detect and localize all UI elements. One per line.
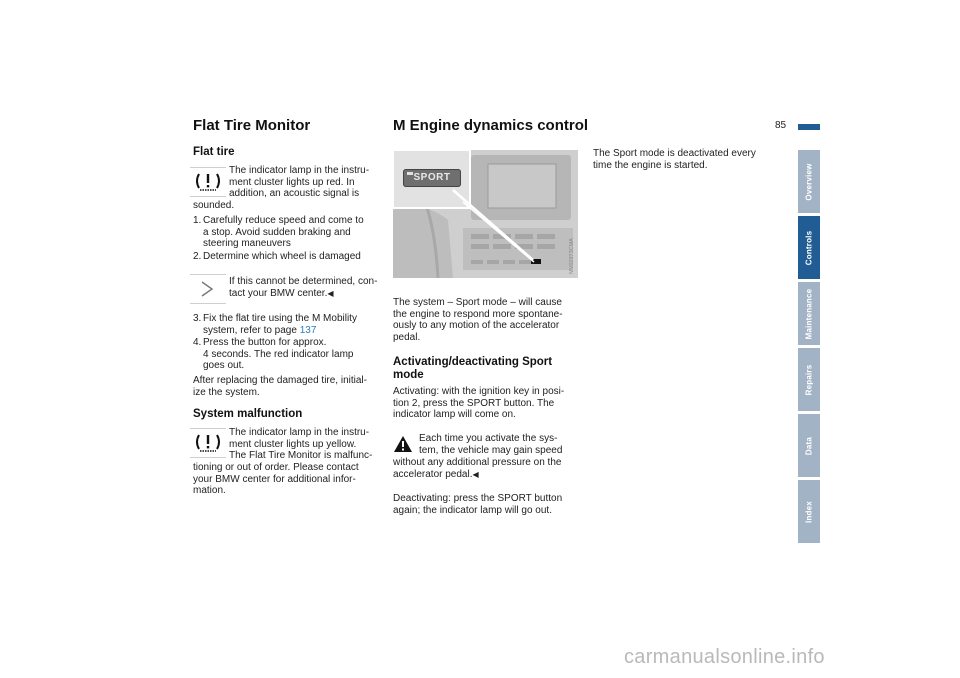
tab-label: Index bbox=[804, 500, 814, 523]
step-1 bbox=[193, 215, 393, 250]
end-mark-icon: ◀ bbox=[327, 288, 334, 298]
text-line: a stop. Avoid sudden braking and bbox=[203, 226, 351, 238]
warning-triangle-icon bbox=[393, 434, 413, 454]
text-line: Deactivating: press the SPORT button bbox=[393, 493, 563, 504]
heading-line: Activating/deactivating Sport bbox=[393, 356, 553, 368]
end-mark-icon: ◀ bbox=[472, 469, 479, 479]
tab-index[interactable] bbox=[798, 480, 820, 543]
text-line: Fix the flat tire using the M Mobility bbox=[203, 313, 357, 324]
text-line: If this cannot be determined, con- bbox=[229, 276, 378, 287]
text-line: The system – Sport mode – will cause bbox=[393, 297, 562, 308]
text-line: The Flat Tire Monitor is malfunc- bbox=[229, 450, 373, 462]
tab-data[interactable] bbox=[798, 414, 820, 477]
text-line: addition, an acoustic signal is bbox=[229, 188, 360, 200]
step-4 bbox=[193, 337, 393, 372]
step-number: 2. bbox=[193, 251, 202, 262]
note-arrow-icon bbox=[190, 274, 226, 304]
text-line: 4 seconds. The red indicator lamp bbox=[203, 348, 354, 360]
text-line: goes out. bbox=[203, 360, 245, 372]
heading-flat-tire: Flat tire bbox=[193, 146, 235, 158]
page-number: 85 bbox=[775, 120, 787, 131]
text-line: After replacing the damaged tire, initial- bbox=[193, 375, 367, 386]
text-line: without any additional pressure on the bbox=[393, 457, 562, 468]
heading-system-malfunction: System malfunction bbox=[193, 408, 303, 420]
text-line: mation. bbox=[193, 485, 226, 497]
step-3 bbox=[193, 313, 393, 336]
text-line: The indicator lamp in the instru- bbox=[229, 427, 370, 438]
text-line: indicator lamp will come on. bbox=[393, 409, 516, 421]
watermark: carmanualsonline.info bbox=[624, 646, 825, 668]
text-line: Activating: with the ignition key in posi- bbox=[393, 386, 565, 397]
flat-tire-intro bbox=[229, 165, 389, 200]
text-line: again; the indicator lamp will go out. bbox=[393, 504, 552, 516]
heading-activating-deactivating bbox=[393, 356, 583, 382]
tab-label: Data bbox=[804, 436, 814, 455]
text-line: system, refer to page bbox=[203, 324, 300, 336]
text-line: accelerator pedal. bbox=[393, 468, 473, 480]
tab-repairs[interactable] bbox=[798, 348, 820, 411]
tab-maintenance[interactable] bbox=[798, 282, 820, 345]
heading-line: mode bbox=[393, 369, 424, 381]
tab-label: Maintenance bbox=[804, 288, 814, 339]
text-line: steering maneuvers bbox=[203, 238, 291, 250]
tab-label: Overview bbox=[804, 162, 814, 201]
text-line: tion 2, press the SPORT button. The bbox=[393, 397, 555, 409]
step-2 bbox=[193, 251, 393, 263]
text-line: pedal. bbox=[393, 331, 421, 343]
text-line: the engine to respond more spontane- bbox=[393, 308, 563, 320]
text-line: tem, the vehicle may gain speed bbox=[419, 444, 563, 456]
malfunction-intro bbox=[229, 427, 389, 462]
text-line: Determine which wheel is damaged bbox=[203, 251, 361, 262]
warning-intro bbox=[419, 433, 589, 456]
text-line: tact your BMW center. bbox=[229, 287, 328, 299]
section-title-flat-tire-monitor: Flat Tire Monitor bbox=[193, 117, 311, 134]
warning-cont bbox=[393, 457, 588, 480]
text-line: sounded. bbox=[193, 200, 235, 211]
text-line: The Sport mode is deactivated every bbox=[593, 148, 756, 159]
step-number: 4. bbox=[193, 337, 202, 348]
step-number: 1. bbox=[193, 215, 202, 226]
page-link-137[interactable]: 137 bbox=[299, 324, 317, 336]
tab-label: Repairs bbox=[804, 364, 814, 395]
sport-mode-reset-note bbox=[593, 148, 783, 171]
tab-label: Controls bbox=[804, 230, 814, 265]
after-replace-text bbox=[193, 375, 393, 398]
deactivating-text bbox=[393, 493, 588, 516]
tab-controls[interactable] bbox=[798, 216, 820, 279]
page-accent-bar bbox=[798, 124, 820, 130]
sport-button bbox=[403, 169, 461, 187]
dashboard-photo bbox=[393, 150, 578, 278]
activating-text bbox=[393, 386, 588, 421]
image-code-text: MV02973CMA bbox=[569, 238, 575, 274]
text-line: The indicator lamp in the instru- bbox=[229, 165, 370, 176]
section-title-m-engine-dynamics-control: M Engine dynamics control bbox=[393, 117, 589, 134]
text-line: ously to any motion of the accelerator bbox=[393, 320, 560, 332]
text-line: your BMW center for additional infor- bbox=[193, 473, 356, 485]
text-line: ment cluster lights up red. In bbox=[229, 176, 355, 188]
tire-pressure-warning-icon bbox=[190, 428, 226, 458]
text-line: ize the system. bbox=[193, 386, 260, 398]
step-number: 3. bbox=[193, 313, 202, 324]
text-line: Each time you activate the sys- bbox=[419, 433, 558, 444]
tire-pressure-warning-icon bbox=[190, 167, 226, 197]
sport-button-label: SPORT bbox=[413, 172, 451, 183]
text-line: tioning or out of order. Please contact bbox=[193, 462, 359, 473]
text-line: Carefully reduce speed and come to bbox=[203, 215, 364, 226]
image-code bbox=[567, 236, 577, 276]
malfunction-cont bbox=[193, 462, 393, 497]
text-line: ment cluster lights up yellow. bbox=[229, 438, 357, 450]
note-block bbox=[229, 276, 389, 299]
sport-mode-description bbox=[393, 297, 588, 343]
tab-overview[interactable] bbox=[798, 150, 820, 213]
text-line: time the engine is started. bbox=[593, 159, 708, 171]
text-line: Press the button for approx. bbox=[203, 337, 327, 348]
